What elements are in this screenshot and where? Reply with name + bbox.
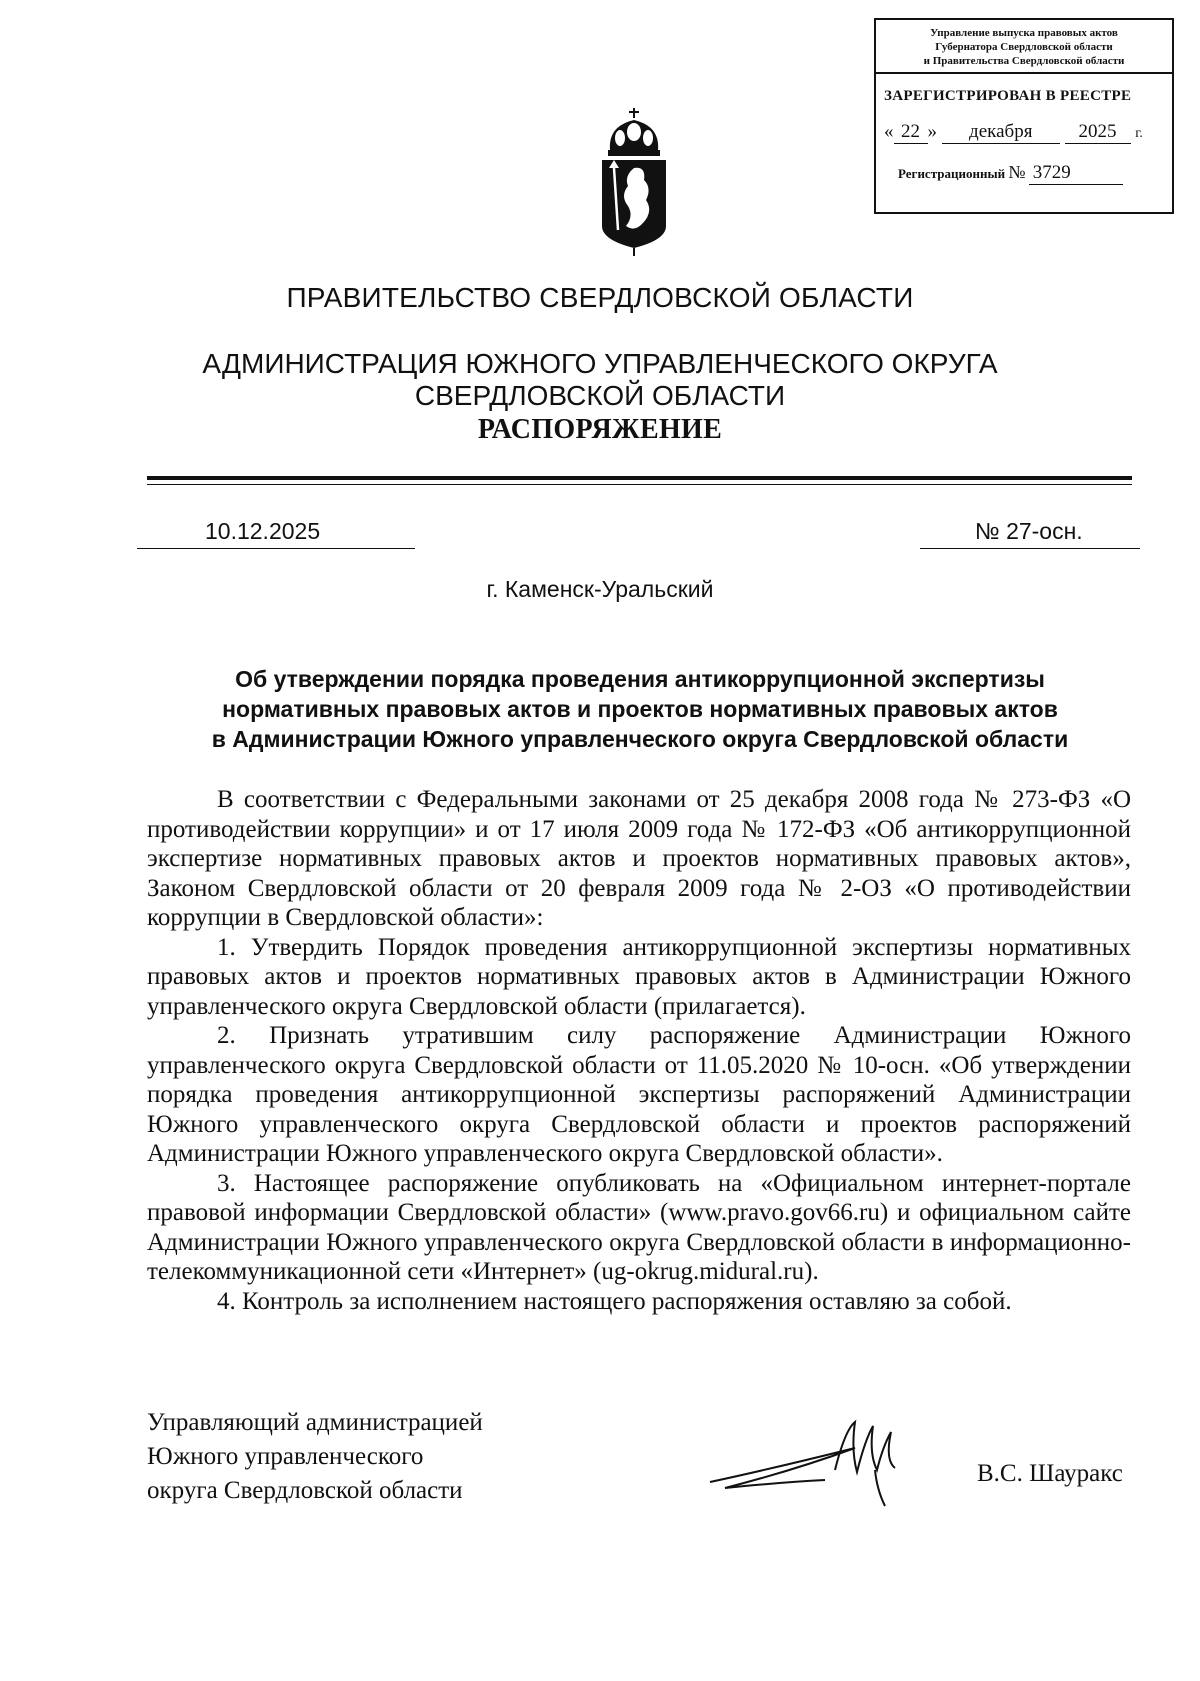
document-number: № 27-осн. <box>975 518 1083 544</box>
item-paragraph: 1. Утвердить Порядок проведения антикоррупционной экспертизы нормативных правовых актов и проектов нормативных правовых актов в Администрации Южного управленческого округа Свердловской области (прилагается). <box>147 933 1131 1020</box>
header-rule-thin <box>147 484 1132 485</box>
item-paragraph: 3. Настоящее распоряжение опубликовать на «Официальном интернет-портале правовой информации Свердловской области» (www.pravo.gov66.ru) и официальном сайте Администрации Южного управленческого округа Свердловской области в информационно-телекоммуникационной сети «Интернет» (ug-okrug.midural.ru). <box>147 1169 1131 1285</box>
document-number-field <box>920 518 1140 549</box>
stamp-year: 2025 <box>1065 121 1131 144</box>
city: г. Каменск-Уральский <box>486 576 714 602</box>
preamble-paragraph: В соответствии с Федеральными законами от 25 декабря 2008 года № 273-ФЗ «О противодействии коррупции» и от 17 июля 2009 года № 172-ФЗ «Об антикоррупционной экспертизе нормативных правовых актов и проектов нормативных правовых актов», Законом Свердловской области от 20 февраля 2009 года № 2-ОЗ «О противодействии коррупции в Свердловской области»: <box>147 786 1131 931</box>
stamp-reg-number: 3729 <box>1029 162 1123 185</box>
government-name: ПРАВИТЕЛЬСТВО СВЕРДЛОВСКОЙ ОБЛАСТИ <box>286 282 914 313</box>
header-rule-thick <box>147 476 1132 480</box>
title-line: в Администрации Южного управленческого округа Свердловской области <box>211 726 1069 752</box>
item-paragraph: 4. Контроль за исполнением настоящего распоряжения оставляю за собой. <box>217 1287 1012 1315</box>
position-line: Южного управленческого <box>147 1443 424 1470</box>
stamp-quote-close: » <box>927 121 937 142</box>
stamp-header <box>876 20 1172 74</box>
handwritten-signature-icon <box>705 1410 925 1520</box>
stamp-header-line: Губернатора Свердловской области <box>935 41 1113 53</box>
signatory-name: В.С. Шауракс <box>977 1460 1123 1487</box>
administration-name-line2: СВЕРДЛОВСКОЙ ОБЛАСТИ <box>414 380 786 411</box>
administration-name-line1: АДМИНИСТРАЦИЯ ЮЖНОГО УПРАВЛЕНЧЕСКОГО ОКРУГА <box>202 348 998 379</box>
stamp-no-sign: № <box>1008 162 1026 182</box>
title-line: нормативных правовых актов и проектов нормативных правовых актов <box>222 696 1058 722</box>
stamp-quote-open: « <box>884 121 894 142</box>
document-title <box>150 664 1130 754</box>
position-line: округа Свердловской области <box>147 1477 463 1504</box>
coat-of-arms-icon <box>594 108 674 256</box>
stamp-month: декабря <box>942 121 1060 144</box>
document-date-field <box>137 518 415 549</box>
stamp-registered-label: ЗАРЕГИСТРИРОВАН В РЕЕСТРЕ <box>884 88 1132 104</box>
item-paragraph: 2. Признать утратившим силу распоряжение Администрации Южного управленческого округа Свердловской области от 11.05.2020 № 10-осн. «Об утверждении порядка проведения антикоррупционной экспертизы распоряжений Администрации Южного управленческого округа Свердловской области и проектов распоряжений Администрации Южного управленческого округа Свердловской области». <box>147 1022 1131 1167</box>
registry-stamp <box>874 18 1174 214</box>
document-body <box>147 785 1131 1316</box>
stamp-reg-label: Регистрационный <box>898 166 1006 181</box>
stamp-registration-date <box>884 121 1172 144</box>
document-type: РАСПОРЯЖЕНИЕ <box>477 414 723 445</box>
title-line: Об утверждении порядка проведения антикоррупционной экспертизы <box>235 666 1045 692</box>
stamp-header-line: Управление выпуска правовых актов <box>930 27 1118 39</box>
stamp-registration-number <box>898 162 1172 185</box>
stamp-day: 22 <box>894 121 928 144</box>
stamp-header-line: и Правительства Свердловской области <box>923 55 1125 67</box>
signatory-position <box>147 1406 483 1508</box>
stamp-year-suffix: г. <box>1135 126 1143 141</box>
position-line: Управляющий администрацией <box>147 1409 483 1436</box>
document-date: 10.12.2025 <box>205 518 321 544</box>
